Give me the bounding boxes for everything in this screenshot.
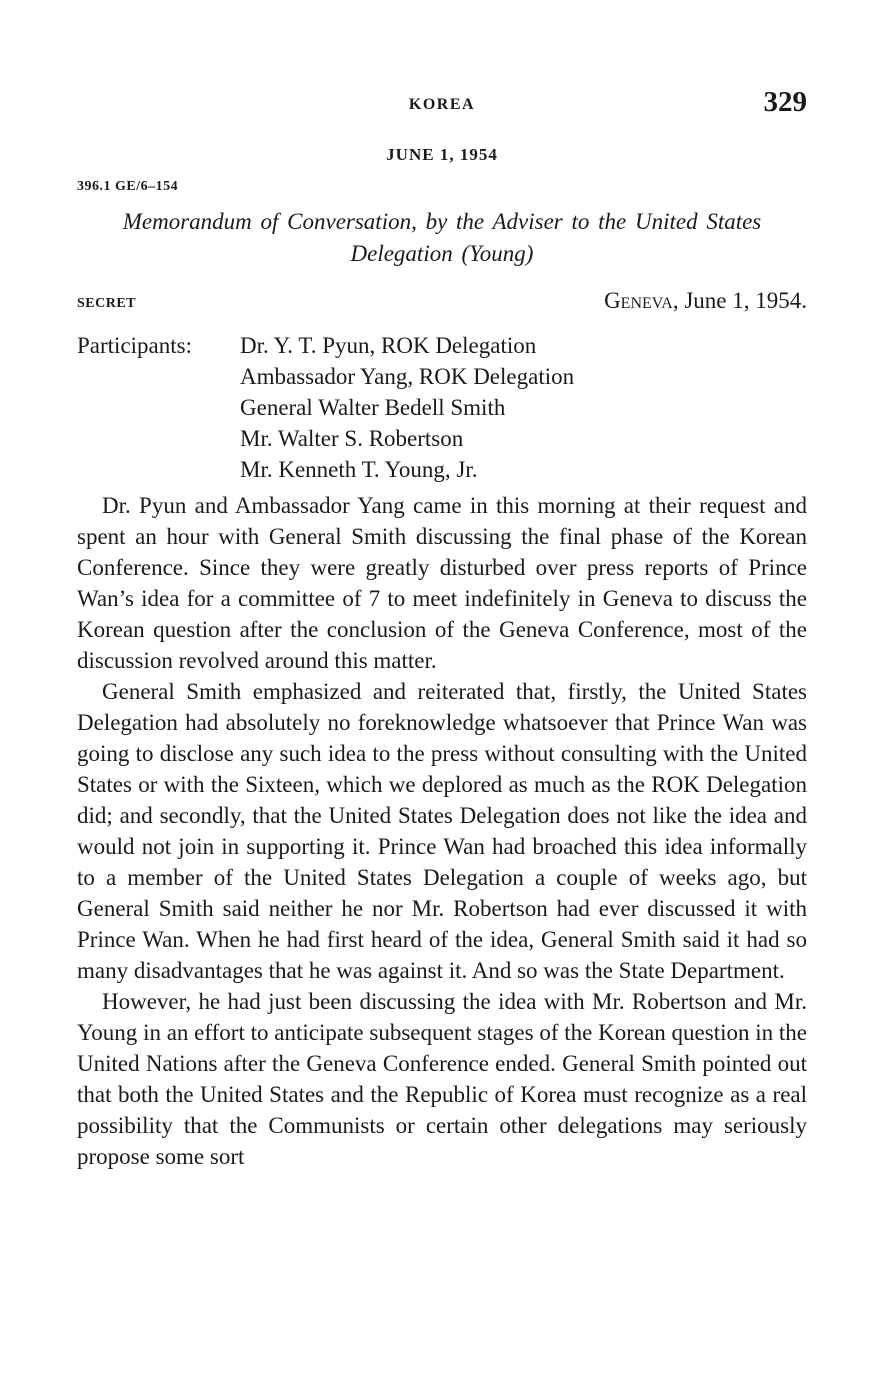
body-text [77,490,807,1172]
date-heading: JUNE 1, 1954 [386,145,498,164]
participants-label: Participants: [77,333,192,358]
participant: Mr. Kenneth T. Young, Jr. [240,457,478,482]
date: June 1, 1954. [684,288,807,313]
page-number: 329 [763,86,807,118]
participant: Mr. Walter S. Robertson [240,426,464,451]
participants-list [240,330,574,485]
place: Geneva [604,288,673,313]
running-title: KOREA [408,96,476,113]
file-number: 396.1 GE/6–154 [77,179,179,194]
participant: General Walter Bedell Smith [240,395,506,420]
participant: Dr. Y. T. Pyun, ROK Delegation [240,333,537,358]
place-and-date: Geneva, June 1, 1954. [604,288,807,313]
participant: Ambassador Yang, ROK Delegation [240,364,575,389]
classification-marking: SECRET [77,296,137,311]
document-title-line-2: Delegation (Young) [350,241,534,266]
document-title-line-1: Memorandum of Conversation, by the Adviser to the United States [122,209,762,234]
running-head [77,86,807,122]
document-title [77,206,807,270]
paragraph: Dr. Pyun and Ambassador Yang came in this morning at their request and spent an hour with General Smith discussing the final phase of the Korean Conference. Since they were greatly disturbed over press reports of Prince Wan’s idea for a committee of 7 to meet indefinitely in Geneva to discuss the Korean question after the conclusion of the Geneva Conference, most of the discussion revolved around this matter. [77,493,807,673]
paragraph: General Smith emphasized and reiterated that, firstly, the United States Delegation had absolutely no foreknowledge whatsoever that Prince Wan was going to disclose any such idea to the press without consulting with the United States or with the Sixteen, which we deplored as much as the ROK Delegation did; and secondly, that the United States Delegation does not like the idea and would not join in supporting it. Prince Wan had broached this idea informally to a member of the United States Delegation a couple of weeks ago, but General Smith said neither he nor Mr. Robertson had ever discussed it with Prince Wan. When he had first heard of the idea, General Smith said it had so many disadvantages that he was against it. And so was the State Department. [77,679,807,983]
paragraph: However, he had just been discussing the idea with Mr. Robertson and Mr. Young in an effort to anticipate subsequent stages of the Korean question in the United Nations after the Geneva Conference ended. General Smith pointed out that both the United States and the Republic of Korea must recognize as a real possibility that the Communists or certain other delegations may seriously propose some sort [77,989,807,1169]
